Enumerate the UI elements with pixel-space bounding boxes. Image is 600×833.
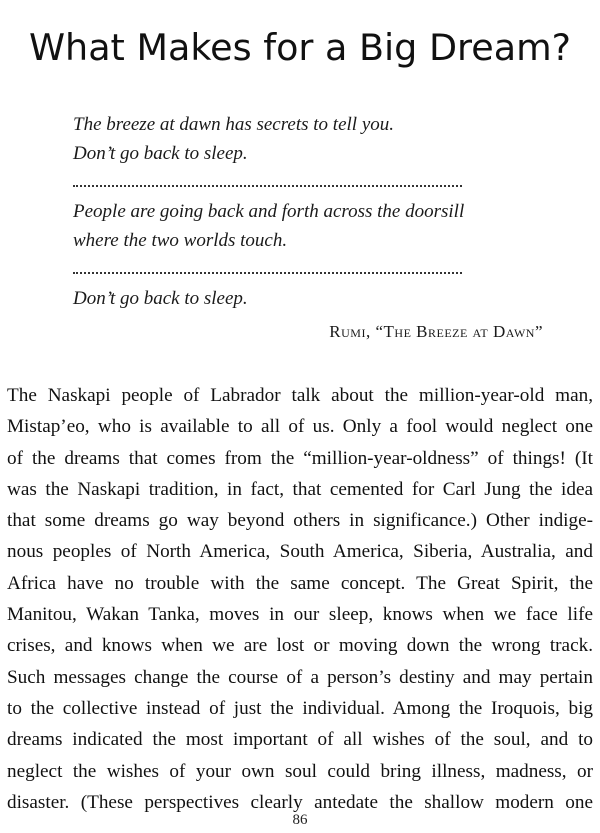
- body-line: was the Naskapi tradition, in fact, that cemented for Carl Jung the idea: [7, 478, 593, 500]
- body-line: The Naskapi people of Labrador talk about the million-year-old man,: [7, 385, 593, 406]
- body-line: neglect the wishes of your own soul could bring illness, madness, or: [7, 760, 593, 782]
- epigraph-line: where the two worlds touch.: [73, 230, 288, 251]
- body-line: crises, and knows when we are lost or moving down the wrong track.: [7, 635, 593, 657]
- body-line: that some dreams go way beyond others in significance.) Other indige-: [7, 510, 593, 532]
- page-number: 86: [292, 812, 308, 828]
- epigraph-attribution: Rumi, “The Breeze at Dawn”: [329, 322, 543, 341]
- body-line: Africa have no trouble with the same concept. The Great Spirit, the: [7, 572, 593, 594]
- body-line: Mistap’eo, who is available to all of us. Only a fool would neglect one: [7, 416, 593, 438]
- body-line: disaster. (These perspectives clearly antedate the shallow modern one: [7, 791, 593, 813]
- body-paragraph: [7, 380, 593, 818]
- body-line: Manitou, Wakan Tanka, moves in our sleep, knows when we face life: [7, 604, 593, 626]
- body-line: dreams indicated the most important of all wishes of the soul, and to: [7, 729, 593, 751]
- epigraph: [73, 110, 553, 313]
- body-line: to the collective instead of just the individual. Among the Iroquois, big: [7, 697, 593, 719]
- chapter-title: What Makes for a Big Dream?: [28, 26, 572, 70]
- ellipsis-divider: [73, 168, 462, 197]
- epigraph-line: Don’t go back to sleep.: [73, 288, 248, 309]
- body-line: nous peoples of North America, South America, Siberia, Australia, and: [7, 541, 593, 563]
- epigraph-line: The breeze at dawn has secrets to tell you.: [73, 114, 395, 135]
- body-line: of the dreams that comes from the “million-year-oldness” of things! (It: [7, 447, 593, 469]
- body-line: Such messages change the course of a person’s destiny and may pertain: [7, 666, 593, 688]
- epigraph-line: People are going back and forth across the doorsill: [73, 201, 465, 222]
- epigraph-line: Don’t go back to sleep.: [73, 143, 248, 164]
- ellipsis-divider: [73, 255, 462, 284]
